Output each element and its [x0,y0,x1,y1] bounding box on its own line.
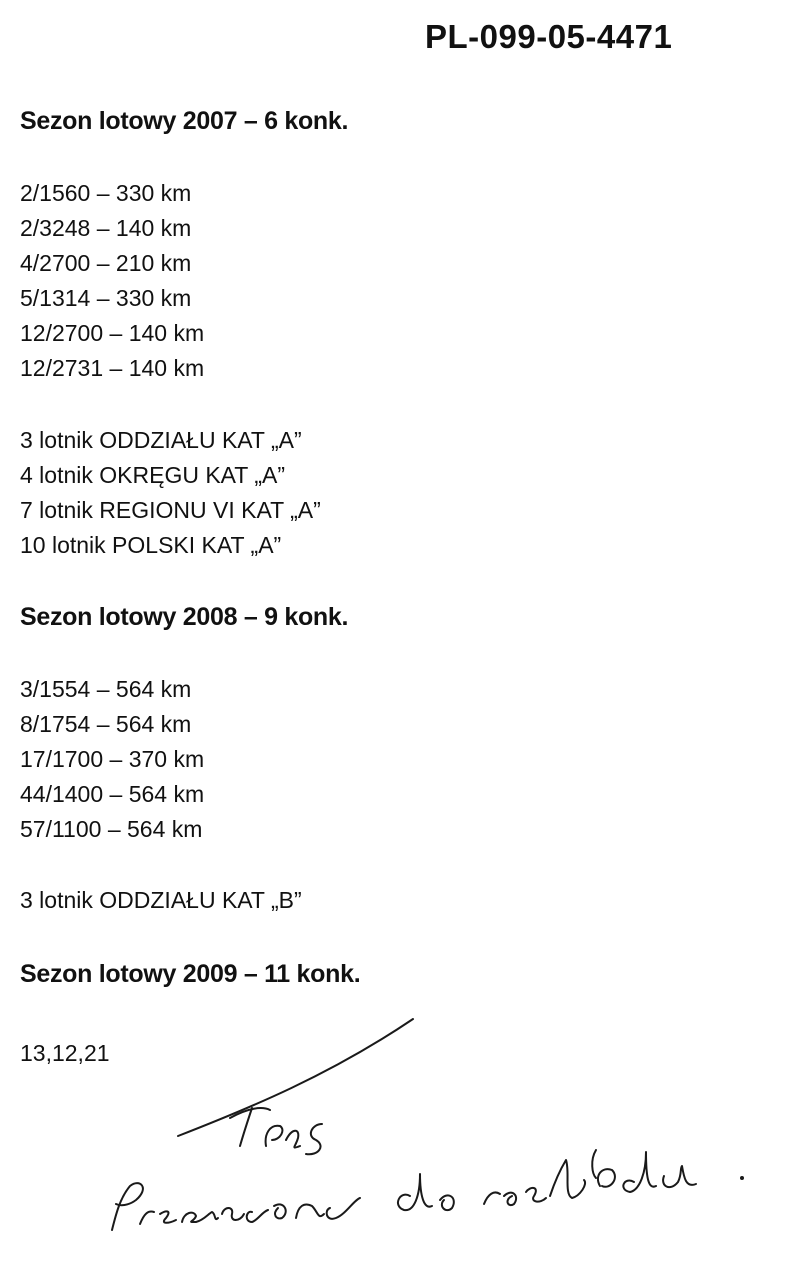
result-item: 12/2700 – 140 km [20,320,205,346]
result-item: 2/1560 – 330 km [20,180,192,206]
award-item: 10 lotnik POLSKI KAT „A” [20,532,282,558]
result-item: 8/1754 – 564 km [20,711,192,737]
result-item: 57/1100 – 564 km [20,816,203,842]
award-item: 7 lotnik REGIONU VI KAT „A” [20,497,321,523]
ring-number: PL-099-05-4471 [425,18,673,55]
season-2008-heading: Sezon lotowy 2008 – 9 konk. [20,603,349,631]
season-2009-note: 13,12,21 [20,1040,110,1066]
result-item: 17/1700 – 370 km [20,746,205,772]
award-item: 3 lotnik ODDZIAŁU KAT „A” [20,427,302,453]
result-item: 3/1554 – 564 km [20,676,192,702]
season-2009-heading: Sezon lotowy 2009 – 11 konk. [20,960,361,988]
season-2007-heading: Sezon lotowy 2007 – 6 konk. [20,107,349,135]
result-item: 12/2731 – 140 km [20,355,205,381]
result-item: 5/1314 – 330 km [20,285,192,311]
result-item: 2/3248 – 140 km [20,215,192,241]
award-item: 4 lotnik OKRĘGU KAT „A” [20,462,285,488]
result-item: 44/1400 – 564 km [20,781,205,807]
award-item: 3 lotnik ODDZIAŁU KAT „B” [20,887,302,913]
result-item: 4/2700 – 210 km [20,250,192,276]
